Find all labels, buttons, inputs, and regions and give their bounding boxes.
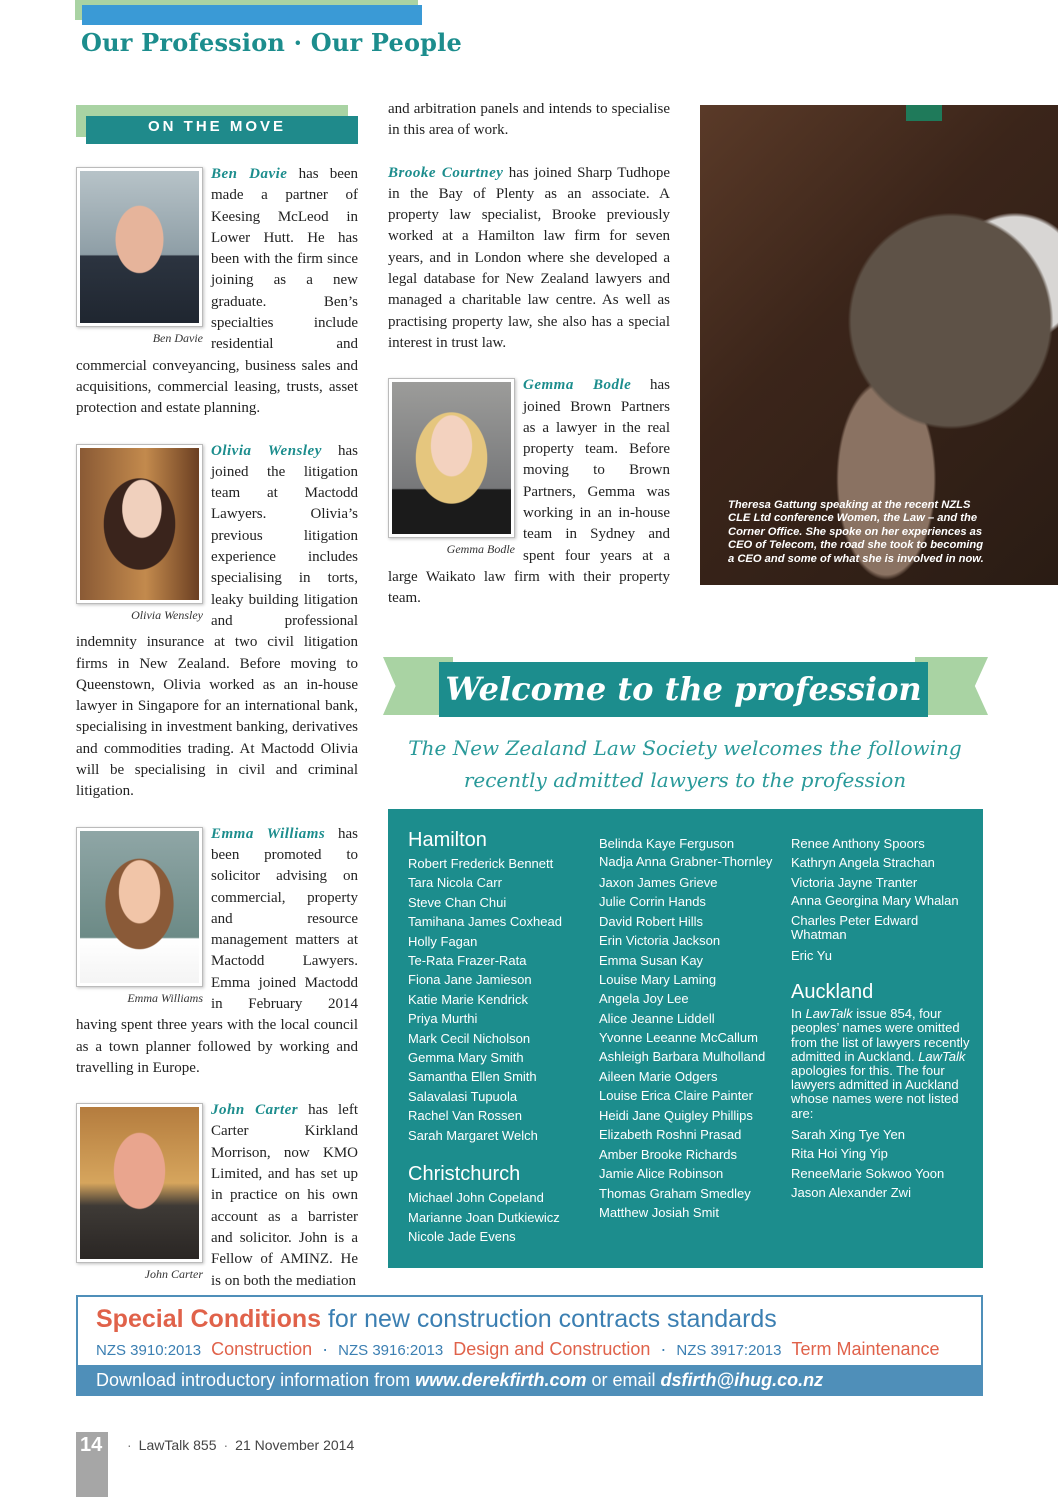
admitted-column-1 — [408, 827, 588, 1246]
lawyer-name: Matthew Josiah Smit — [599, 1204, 719, 1220]
lawyer-name: Kathryn Angela Strachan — [791, 855, 935, 871]
lawyer-name: Nadja Anna Grabner-Thornley — [599, 854, 773, 870]
header-accent-blue — [82, 5, 422, 25]
article-ben-davie — [76, 164, 358, 420]
lawyer-name: Anna Georgina Mary Whalan — [791, 893, 959, 909]
lawyer-name: Charles Peter Edward Whatman — [791, 912, 919, 943]
photo-olivia-wensley — [76, 444, 203, 623]
on-the-move-label: ON THE MOVE — [147, 118, 286, 135]
lawyer-name: Rita Hoi Ying Yip — [791, 1146, 888, 1162]
photo-caption: Emma Williams — [127, 990, 203, 1005]
person-name: John Carter — [211, 1102, 299, 1119]
lawyer-name: Heidi Jane Quigley Phillips — [599, 1107, 753, 1123]
portrait-image — [392, 382, 511, 534]
person-name: Brooke Courtney — [388, 164, 504, 181]
lawyer-name: Erin Victoria Jackson — [599, 933, 721, 949]
page-number: 14 — [80, 1434, 103, 1456]
lawyer-name: David Robert Hills — [599, 913, 704, 929]
lawyer-name: Belinda Kaye Ferguson — [599, 836, 735, 851]
region-heading-hamilton: Hamilton — [408, 829, 487, 851]
lawyer-name: Robert Frederick Bennett — [408, 856, 554, 871]
auckland-note: In LawTalk issue 854, four peoples’ names were omitted from the list of lawyers recently admitted in Auckland. LawTalk apologies for this. The four lawyers admitted in Auckland whose names were not listed are: — [791, 1006, 970, 1121]
lawyer-name: Sarah Margaret Welch — [408, 1127, 538, 1143]
lawyer-name: Jamie Alice Robinson — [599, 1166, 724, 1182]
lawyer-name: Te-Rata Frazer-Rata — [408, 953, 527, 969]
exit-sign — [906, 105, 942, 121]
lawyer-name: Thomas Graham Smedley — [599, 1185, 751, 1201]
article-john-carter — [76, 1100, 358, 1292]
article-text: has joined the litigation team at Mactodd Lawyers. Olivia’s previous litigation experience includes specialising in torts, leaky building litigation and professional indemnity insurance at two civil litigation firms in New Zealand. Before moving to Queenstown, Olivia worked as an in-house lawyer in Singapore for an international bank, specialising in investment banking, derivatives and commodities trading. At Mactodd Olivia will be specialising in civil and criminal litigation. — [76, 442, 358, 800]
photo-ben-davie — [76, 167, 203, 346]
welcome-subtitle: The New Zealand Law Society welcomes the following recently admitted lawyers to the profession — [408, 736, 962, 792]
photo-caption: John Carter — [144, 1267, 203, 1282]
person-name: Ben Davie — [211, 166, 288, 182]
photo-emma-williams — [76, 827, 203, 1006]
article-gemma-bodle — [388, 375, 670, 609]
photo-gemma-bodle — [388, 378, 515, 557]
auckland-list — [791, 1125, 971, 1203]
footer-meta: · LawTalk 855 · 21 November 2014 — [127, 1437, 355, 1453]
lawyer-name: Victoria Jayne Tranter — [791, 874, 918, 890]
special-conditions-advert — [76, 1295, 983, 1396]
lawyer-name: Fiona Jane Jamieson — [408, 972, 532, 988]
lawyer-name: Mark Cecil Nicholson — [408, 1030, 531, 1046]
admitted-column-3 — [791, 834, 971, 1202]
person-name: Emma Williams — [211, 825, 326, 842]
portrait-image — [80, 831, 199, 983]
lawyer-name: Angela Joy Lee — [599, 991, 689, 1007]
lawyer-name: Steve Chan Chui — [408, 894, 507, 910]
lawyer-name: Michael John Copeland — [408, 1190, 544, 1206]
article-olivia-wensley — [76, 441, 358, 803]
photo-john-carter — [76, 1103, 203, 1282]
lawyer-name: Gemma Mary Smith — [408, 1050, 524, 1066]
lawyer-name: Eric Yu — [791, 947, 832, 963]
lawyer-name: Elizabeth Roshni Prasad — [599, 1127, 742, 1143]
advert-title: Special Conditions for new construction contracts standards — [96, 1305, 777, 1333]
lawyer-name: Tara Nicola Carr — [408, 875, 502, 891]
lawyer-name: Tamihana James Coxhead — [408, 914, 562, 930]
lawyer-name: Emma Susan Kay — [599, 952, 704, 968]
lawyer-name: Julie Corrin Hands — [599, 894, 706, 910]
lawyer-name: Louise Mary Laming — [599, 971, 717, 987]
portrait-image — [80, 171, 199, 323]
lawyer-name: Yvonne Leeanne McCallum — [599, 1030, 758, 1046]
article-text: has joined Brown Partners as a lawyer in the real property team. Before moving to Brown Partners, Gemma was working in an in-house team in Sydney and spent four years at a large Waikato law firm with their property team. — [388, 377, 670, 607]
advert-download-bar: Download introductory information from www.derekfirth.com or email dsfirth@ihug.co.nz — [78, 1365, 981, 1396]
welcome-title: Welcome to the profession — [439, 662, 928, 717]
lawyer-name: Marianne Joan Dutkiewicz — [408, 1209, 560, 1225]
person-name: Olivia Wensley — [211, 442, 322, 459]
conference-photo-caption: Theresa Gattung speaking at the recent NZLS CLE Ltd conference Women, the Law – and the Corner Office. She spoke on her experiences as CEO of Telecom, the road she took to becoming a CEO and some of what she is involved in now. — [728, 499, 984, 565]
advert-standards: NZS 3910:2013 Construction · NZS 3916:2013 Design and Construction · NZS 3917:2013 Term Maintenance — [96, 1339, 940, 1359]
lawyer-name: Amber Brooke Richards — [599, 1146, 737, 1162]
lawyer-name: Holly Fagan — [408, 933, 478, 949]
photo-caption: Gemma Bodle — [446, 542, 515, 557]
article-text: has joined Sharp Tudhope in the Bay of Plenty as an associate. A property law specialist, Brooke previously worked at a Hamilton law firm for seven years, and in London where she developed a legal database for New Zealand lawyers and managed a charitable law centre. As well as practising property law, she also has a special interest in trust law. — [388, 164, 670, 351]
lawyer-name: Ashleigh Barbara Mulholland — [599, 1048, 766, 1064]
region-heading-auckland: Auckland — [791, 981, 874, 1004]
person-name: Gemma Bodle — [523, 377, 632, 394]
lawyer-name: Aileen Marie Odgers — [599, 1069, 718, 1085]
portrait-image — [80, 448, 199, 600]
hamilton-list — [408, 854, 588, 1145]
lawyer-name: Salavalasi Tupuola — [408, 1088, 518, 1104]
conference-photo — [700, 105, 1058, 585]
article-continued: and arbitration panels and intends to specialise in this area of work. — [388, 101, 670, 139]
admitted-lawyers-box — [388, 809, 983, 1268]
article-text: has been made a partner of Keesing McLeod in Lower Hutt. He has been with the firm since joining as a new graduate. Ben’s specialties include residential and commercial conveyancing, business sales and acquisitions, commercial leasing, trusts, asset protection and estate planning. — [76, 166, 359, 417]
lawyer-name: Sarah Xing Tye Yen — [791, 1126, 905, 1142]
website-link[interactable]: www.derekfirth.com — [415, 1370, 587, 1390]
column-left — [76, 164, 358, 1313]
column-2-list — [599, 834, 779, 1222]
region-heading-christchurch: Christchurch — [408, 1163, 521, 1186]
lawyer-name: Nicole Jade Evens — [408, 1228, 516, 1244]
column-middle — [388, 99, 670, 631]
christchurch-list — [408, 1188, 588, 1246]
lawyer-name: Jaxon James Grieve — [599, 874, 718, 890]
photo-caption: Olivia Wensley — [131, 607, 203, 622]
portrait-image — [80, 1107, 199, 1259]
lawyer-name: Louise Erica Claire Painter — [599, 1088, 753, 1104]
lawyer-name: Jason Alexander Zwi — [791, 1184, 911, 1200]
column-3-list — [791, 834, 971, 965]
article-text: has left Carter Kirkland Morrison, now KMO Limited, and has set up in practice on his own account as a barrister and solicitor. John is a Fellow of AMINZ. He is on both the mediation — [211, 1102, 358, 1289]
section-title: Our Profession · Our People — [81, 28, 462, 57]
article-brooke-courtney — [388, 163, 670, 355]
email-link[interactable]: dsfirth@ihug.co.nz — [660, 1370, 824, 1390]
lawyer-name: Renee Anthony Spoors — [791, 836, 925, 851]
admitted-column-2 — [599, 834, 779, 1222]
lawyer-name: Priya Murthi — [408, 1011, 478, 1027]
article-emma-williams — [76, 824, 358, 1080]
lawyer-name: Rachel Van Rossen — [408, 1108, 522, 1124]
lawyer-name: Samantha Ellen Smith — [408, 1069, 537, 1085]
article-text: has been promoted to solicitor advising on commercial, property and resource management matters at Mactodd Lawyers. Emma joined Mactodd in February 2014 having spent three years with the local council as a town planner followed by working and travelling in Europe. — [76, 825, 358, 1076]
lawyer-name: Alice Jeanne Liddell — [599, 1010, 715, 1026]
photo-caption: Ben Davie — [152, 331, 203, 345]
lawyer-name: ReneeMarie Sokwoo Yoon — [791, 1165, 945, 1181]
lawyer-name: Katie Marie Kendrick — [408, 991, 528, 1007]
